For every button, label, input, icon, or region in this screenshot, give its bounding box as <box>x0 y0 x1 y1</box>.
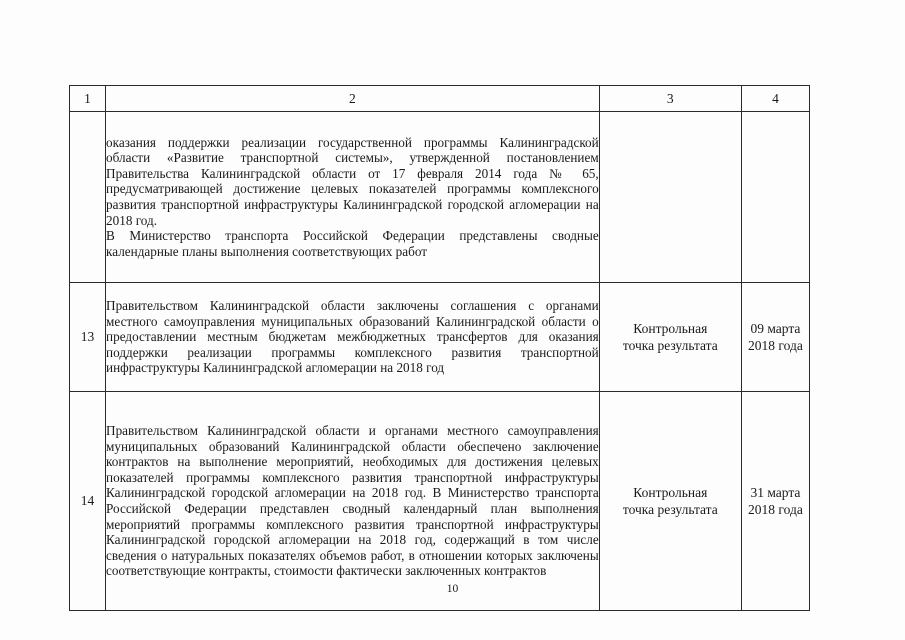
description-paragraph: Правительством Калининградской области и органами местного самоуправления муниципальных образований Калининградской области обеспечено заключение контрактов на выполнение мероприятий, необходимых для достижения целевых показателей программы комплексного развития транспортной инфраструктуры Калининградской городской агломерации на 2018 год. В Министерство транспорта Российской Федерации представлен сводный календарный план выполнения мероприятий программы комплексного развития транспортной инфраструктуры Калининградской городской агломерации на 2018 год, содержащий в том числе сведения о натуральных показателях объемов работ, в отношении которых заключены соответствующие контракты, стоимости фактически заключенных контрактов <box>106 423 599 579</box>
description-paragraph: Правительством Калининградской области заключены соглашения с органами местного самоуправления муниципальных образований Калининградской области о предоставлении местным бюджетам межбюджетных трансфертов для оказания поддержки реализации программы комплексного развития транспортной инфраструктуры Калининградской агломерации на 2018 год <box>106 298 599 376</box>
column-number-4: 4 <box>741 86 809 112</box>
table-row <box>70 283 810 392</box>
deadline-line: 2018 года <box>748 338 803 353</box>
event-type-cell <box>599 392 741 611</box>
event-type-line: точка результата <box>622 338 718 353</box>
deadline-line: 09 марта <box>750 321 801 336</box>
description-paragraph: В Министерство транспорта Российской Федерации представлены сводные календарные планы выполнения соответствующих работ <box>106 228 599 259</box>
page-number: 10 <box>446 583 459 595</box>
description-cell <box>106 283 600 392</box>
deadline-cell <box>741 112 809 283</box>
description-paragraph: оказания поддержки реализации государственной программы Калининградской области «Развитие транспортной системы», утвержденной постановлением Правительства Калининградской области от 17 февраля 2014 года № 65, предусматривающей достижение целевых показателей программы комплексного развития транспортной инфраструктуры Калининградской городской агломерации на 2018 год. <box>106 134 599 228</box>
event-type-cell <box>599 112 741 283</box>
row-number-cell: 14 <box>70 392 106 611</box>
plan-table <box>69 85 810 611</box>
description-cell <box>106 112 600 283</box>
deadline-line: 31 марта <box>750 485 801 500</box>
table-row <box>70 392 810 611</box>
row-number-cell <box>70 112 106 283</box>
description-cell <box>106 392 600 611</box>
deadline-cell <box>741 283 809 392</box>
column-number-3: 3 <box>599 86 741 112</box>
table-header-row <box>70 86 810 112</box>
column-number-2: 2 <box>106 86 600 112</box>
event-type-line: точка результата <box>622 502 718 517</box>
event-type-cell <box>599 283 741 392</box>
row-number-cell: 13 <box>70 283 106 392</box>
deadline-cell <box>741 392 809 611</box>
event-type-line: Контрольная <box>633 321 708 336</box>
table-row-continuation <box>70 112 810 283</box>
event-type-line: Контрольная <box>633 485 708 500</box>
deadline-line: 2018 года <box>748 502 803 517</box>
column-number-1: 1 <box>70 86 106 112</box>
